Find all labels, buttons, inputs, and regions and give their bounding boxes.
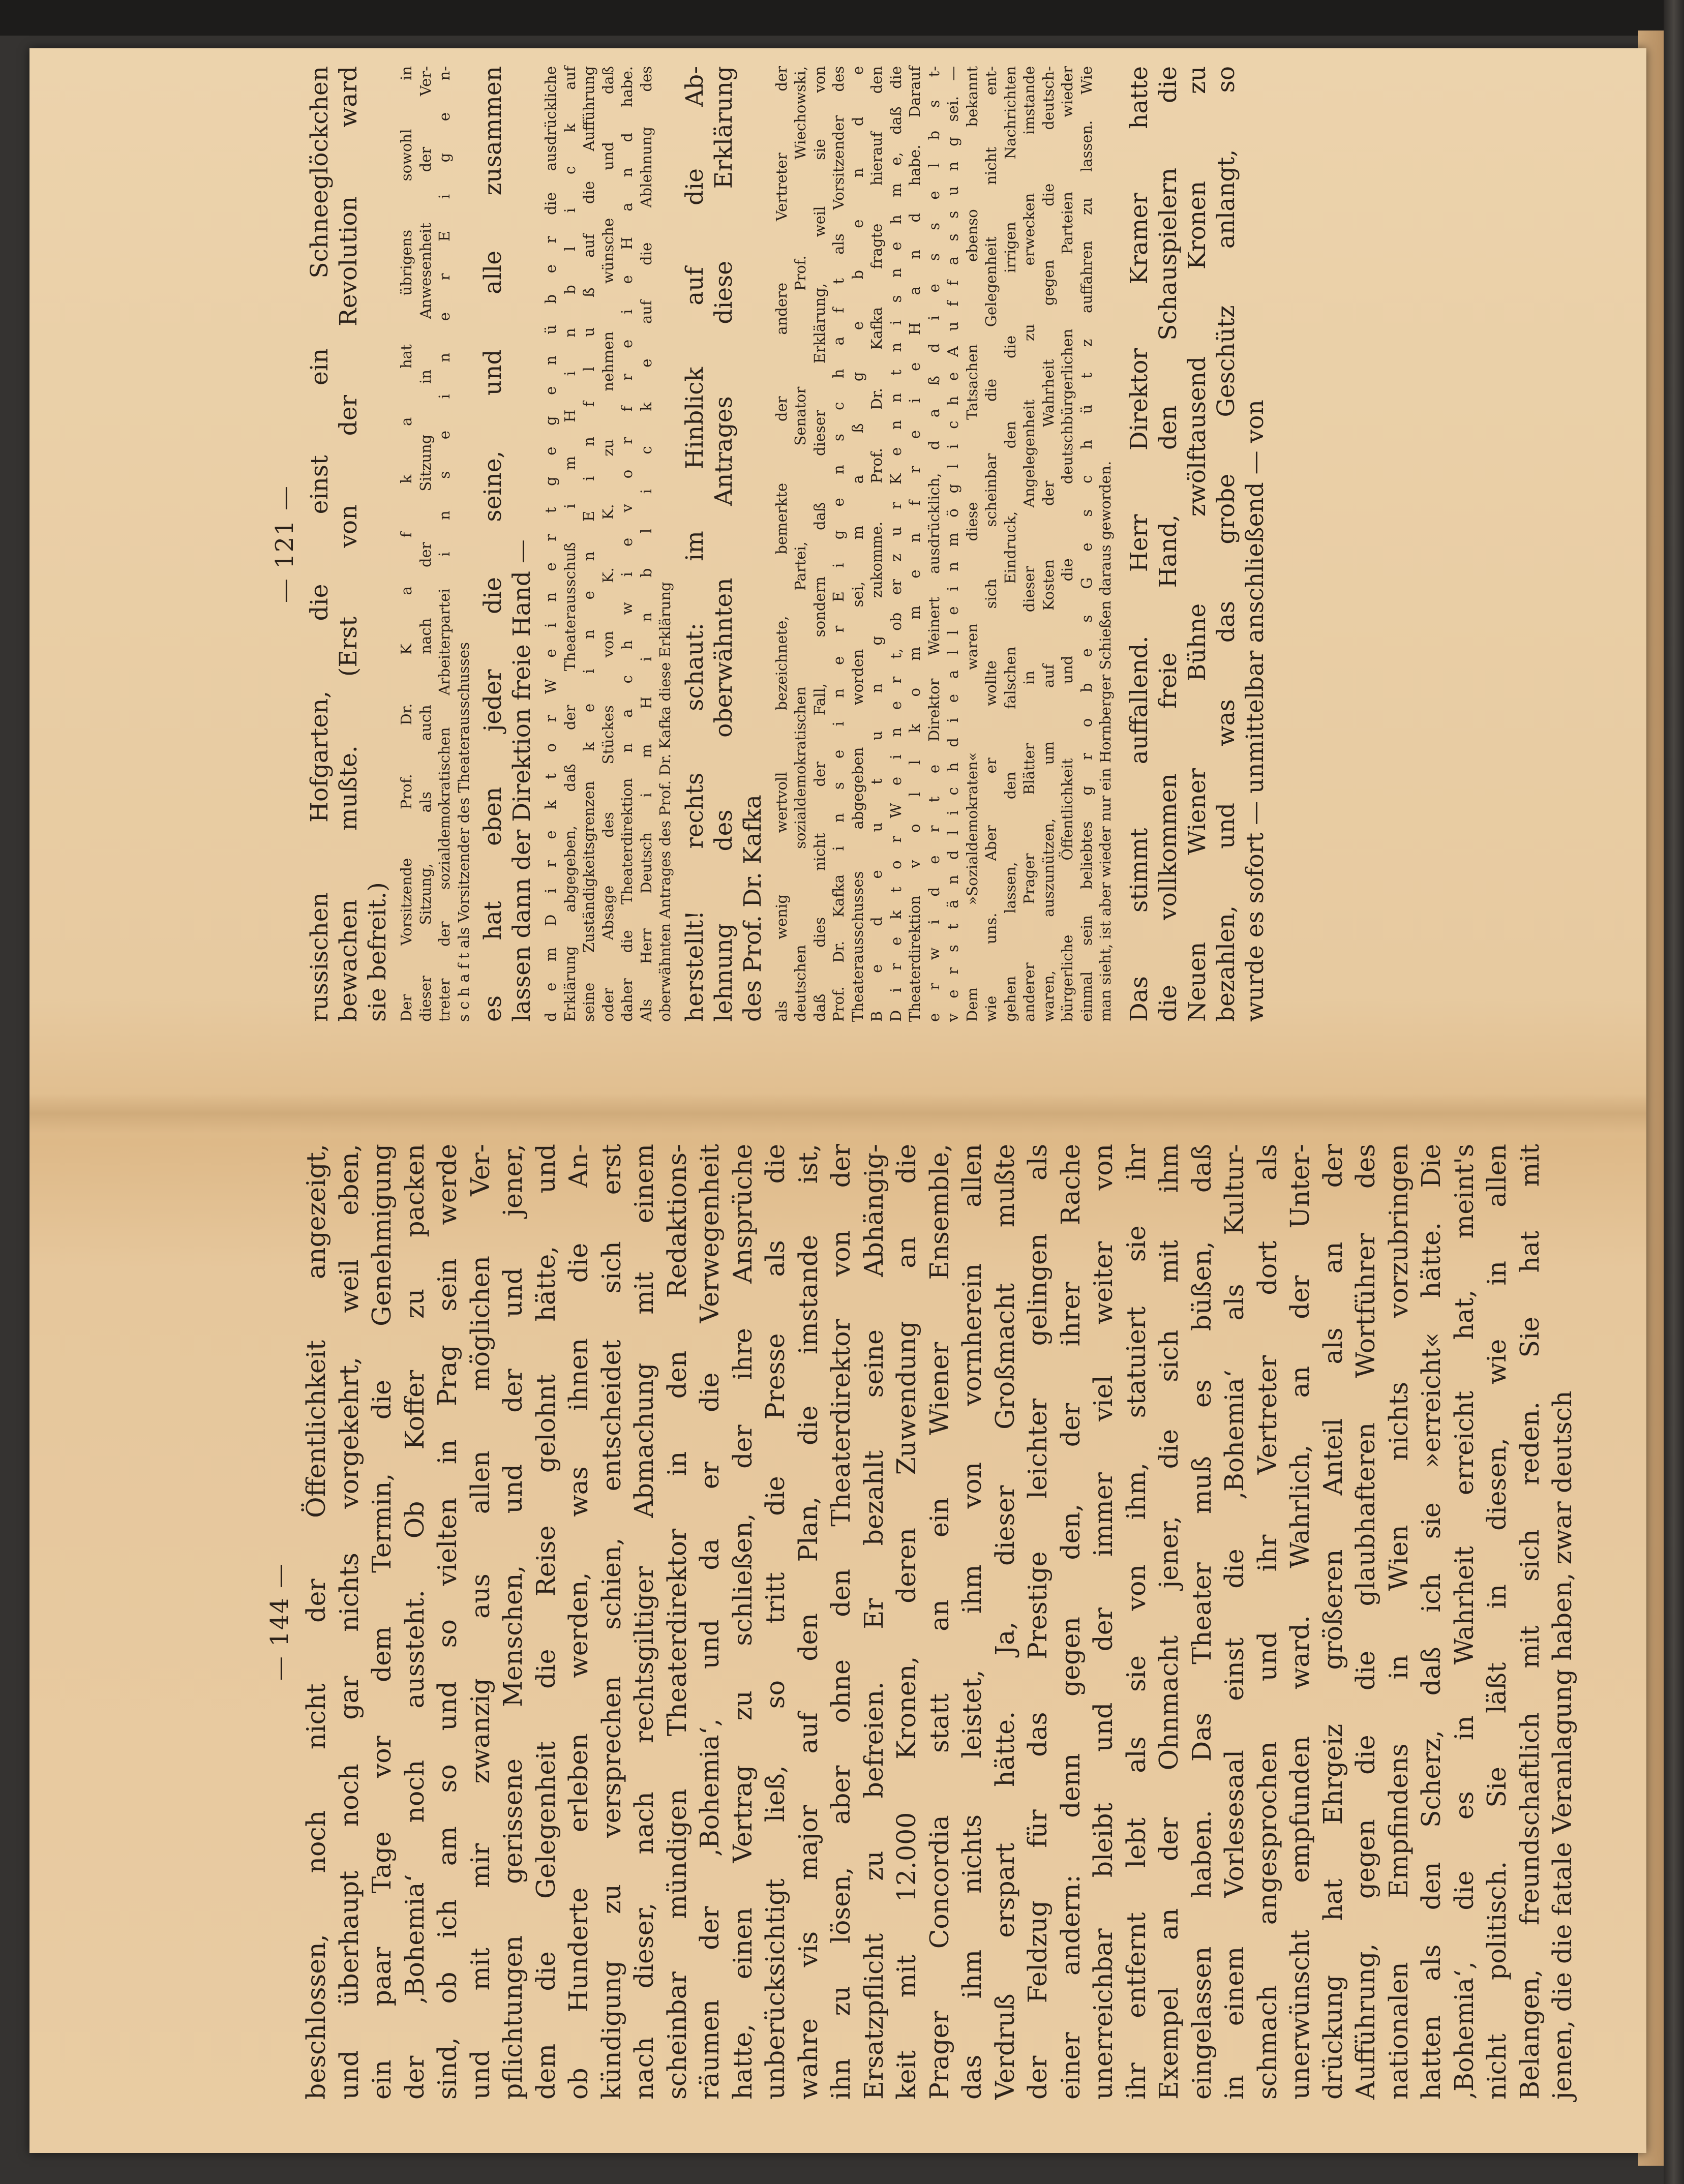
text-line: deutschen sozialdemokratischen Partei, Senator Prof. Wiechowski,	[792, 66, 809, 1022]
text-line: das ihm nichts leistet, ihm von vornherein allen	[957, 1144, 987, 2100]
text-line: dieser Sitzung, als auch nach der Sitzung in Anwesenheit der Ver-	[416, 66, 434, 1022]
text-line: Neuen Wiener Bühne zwölftausend Kronen zu	[1183, 66, 1211, 1022]
text-line: Prof. Dr. Kafka i n s e i n e r E i g e n s c h a f t als Vorsitzender des	[830, 66, 847, 1022]
text-line: russischen Hofgarten, die einst ein Schneeglöckchen	[306, 66, 334, 1022]
text-line: Das stimmt auffallend. Herr Direktor Kramer hatte	[1125, 66, 1153, 1022]
text-line: Theaterausschusses abgegeben worden sei, m a ß g e b e n d e	[849, 66, 866, 1022]
text-line: ob Hunderte erleben werden, was ihnen die An-	[563, 1144, 593, 2100]
text-line: pflichtungen gerissene Menschen, und der und jener,	[498, 1144, 528, 2100]
text-line: beschlossen, noch nicht der Öffentlichkeit angezeigt,	[301, 1144, 331, 2100]
page-fold	[29, 1093, 1646, 1134]
text-line: Belangen, freundschaftlich mit sich reden. Sie hat mit	[1514, 1144, 1545, 2100]
text-line: Verdruß erspart hätte. Ja, dieser Großmacht mußte	[989, 1144, 1020, 2100]
text-line: anderer Prager Blätter in dieser Angelegenheit zu erwecken imstande	[1020, 66, 1038, 1022]
page-number-144: — 144 —	[265, 1562, 294, 1681]
text-line: e r w i d e r t e Direktor Weinert ausdrücklich, d a ß d i e s s e l b s t-	[925, 66, 943, 1022]
text-line: man sieht, ist aber wieder nur ein Hornberger Schießen daraus geworden.	[1097, 461, 1114, 1022]
text-line: v e r s t ä n d l i c h d i e a l l e i n m ö g l i c h e A u f f a s s u n g sei. —	[944, 66, 961, 1022]
text-line: Aufführung, gegen die die glaubhafteren Wortführer des	[1350, 1144, 1380, 2100]
scanner-border	[0, 0, 1684, 36]
text-line: und mit mir zwanzig aus allen möglichen Ver-	[465, 1144, 495, 2100]
text-line: ein paar Tage vor dem Termin, die Genehmigung	[367, 1144, 397, 2100]
text-line: Als Herr Deutsch i m H i n b l i c k e auf die Ablehnung des	[637, 66, 655, 1022]
text-line: einer andern: denn gegen den, der ihrer Rache	[1055, 1144, 1086, 2100]
text-line: bezahlen, und was das grobe Geschütz anlangt, so	[1212, 66, 1240, 1022]
page-number-121: — 121 —	[270, 484, 299, 603]
text-line: Theaterdirektion v o l l k o m m e n f r e i e H a n d habe. Darauf	[906, 66, 923, 1022]
page-121-final-paragraph	[1125, 66, 1270, 1022]
text-line: Dem »Sozialdemokraten« waren diese Tatsachen ebenso bekannt	[963, 66, 981, 1022]
text-line: es hat eben jeder die seine, und alle zusammen	[479, 66, 507, 1022]
text-line: hatten als den Scherz, daß ich sie »erreicht« hätte. Die	[1416, 1144, 1446, 2100]
text-line: Erklärung abgegeben, daß der Theaterausschuß i m H i n b l i c k auf	[561, 66, 579, 1022]
text-line: dem die Gelegenheit die Reise gelohnt hätte, und	[530, 1144, 561, 2100]
text-line: B e d e u t u n g zukomme. Prof. Dr. Kafka fragte hierauf den	[868, 66, 885, 1022]
text-line: nach dieser, nach rechtsgiltiger Abmachung mit einem	[629, 1144, 659, 2100]
page-121-intro	[305, 66, 392, 1022]
text-line: Ersatzpflicht zu befreien. Er bezahlt seine Abhängig-	[858, 1144, 889, 2100]
text-line: räumen der ‚Bohemia‘, und da er die Verwegenheit	[695, 1144, 725, 2100]
text-line: seine Zuständigkeitsgrenzen k e i n e n E i n f l u ß auf die Aufführung	[580, 66, 597, 1022]
text-line: keit mit 12.000 Kronen, deren Zuwendung an die	[891, 1144, 921, 2100]
text-line: unerreichbar bleibt und der immer viel weiter von	[1088, 1144, 1118, 2100]
text-line: die vollkommen freie Hand, den Schauspielern die	[1154, 66, 1182, 1022]
text-line: s c h a f t als Vorsitzender des Theaterausschusses	[455, 642, 472, 1022]
text-line: lassen dann der Direktion freie Hand —	[508, 539, 536, 1022]
text-line: und überhaupt noch gar nichts vorgekehrt, weil eben,	[334, 1144, 364, 2100]
text-line: Prager Concordia statt an ein Wiener Ensemble,	[924, 1144, 954, 2100]
page-121-quote-2	[542, 66, 675, 1022]
page-144	[259, 1144, 1577, 2100]
text-line: wie uns. Aber er wollte sich scheinbar die Gelegenheit nicht ent-	[982, 66, 1000, 1022]
text-line: wurde es sofort — unmittelbar anschließend — von	[1241, 400, 1269, 1022]
page-121-paragraph-3	[680, 66, 767, 1022]
text-line: unberücksichtigt ließ, so tritt die Presse als die	[760, 1144, 790, 2100]
text-line: herstellt! rechts schaut: im Hinblick auf die Ab-	[680, 66, 709, 1022]
text-line: Exempel an der Ohnmacht jener, die sich mit ihm	[1154, 1144, 1184, 2100]
text-line: bürgerliche Öffentlichkeit und die deutschbürgerlichen Parteien wieder	[1059, 66, 1076, 1022]
text-line: nationalen Empfindens in Wien nichts vorzubringen	[1383, 1144, 1414, 2100]
text-line: gehen lassen, den falschen Eindruck, den die irrigen Nachrichten	[1001, 66, 1019, 1022]
text-line: schmach angesprochen und ihr Vertreter dort als	[1252, 1144, 1282, 2100]
text-line: der ‚Bohemia‘ noch aussteht. Ob Koffer zu packen	[399, 1144, 430, 2100]
text-line: als wenig wertvoll bezeichnete, bemerkte der andere Vertreter der	[772, 66, 790, 1022]
text-line: ihr entfernt lebt als sie von ihm, statuiert sie ihr	[1121, 1144, 1151, 2100]
page-121-quote-3	[772, 66, 963, 1022]
text-line: wahre vis major auf den Plan, die imstande ist,	[793, 1144, 823, 2100]
page-121-quote-4	[963, 66, 1116, 1022]
text-line: Der Vorsitzende Prof. Dr. K a f k a hat übrigens sowohl in	[398, 66, 415, 1022]
text-line: oberwähnten Antrages des Prof. Dr. Kafka diese Erklärung	[656, 582, 674, 1022]
text-line: der Feldzug für das Prestige leichter gelingen als	[1023, 1144, 1052, 2100]
text-line: daß dies nicht der Fall, sondern daß dieser Erklärung, weil sie von	[810, 66, 828, 1022]
text-line: eingelassen haben. Das Theater muß es büßen, daß	[1186, 1144, 1217, 2100]
binding-edge	[1664, 0, 1684, 2184]
text-line: jenen, die die fatale Veranlagung haben, zwar deutsch	[1547, 1390, 1577, 2100]
text-line: waren, auszunützen, um auf Kosten der Wahrheit gegen die deutsch-	[1039, 66, 1057, 1022]
page-121-quote-1	[397, 66, 473, 1022]
text-line: oder Absage des Stückes von K. K. zu nehmen wünsche und daß	[599, 66, 617, 1022]
text-line: hatte, einen Vertrag zu schließen, der ihre Ansprüche	[727, 1144, 758, 2100]
text-line: lehnung des oberwähnten Antrages diese Erklärung	[709, 66, 738, 1022]
text-line: d e m D i r e k t o r W e i n e r t g e g e n ü b e r die ausdrückliche	[542, 66, 559, 1022]
text-line: einmal sein beliebtes g r o b e s G e s c h ü t z auffahren zu lassen. Wie	[1077, 66, 1095, 1022]
text-line: ihn zu lösen, aber ohne den Theaterdirektor von der	[826, 1144, 856, 2100]
page-144-body	[300, 1144, 1579, 2100]
text-line: D i r e k t o r W e i n e r t, ob er z u r K e n n t n i s n e h m e, daß die	[887, 66, 905, 1022]
text-line: daher die Theaterdirektion n a c h w i e v o r f r e i e H a n d habe.	[618, 66, 636, 1022]
text-line: unerwünscht empfunden ward. Wahrlich, an der Unter-	[1285, 1144, 1315, 2100]
text-line: nicht politisch. Sie läßt in diesen, wie in allen	[1482, 1144, 1512, 2100]
text-line: sind, ob ich am so und so vielten in Prag sein werde	[432, 1144, 462, 2100]
page-121	[264, 66, 1312, 1022]
text-line: bewachen mußte. (Erst von der Revolution ward	[335, 66, 363, 1022]
text-line: des Prof. Dr. Kafka	[738, 795, 767, 1022]
text-line: drückung hat Ehrgeiz größeren Anteil als an der	[1317, 1144, 1348, 2100]
page-121-paragraph-2	[478, 66, 536, 1022]
text-line: ‚Bohemia‘, die es in Wahrheit erreicht hat, meint's	[1449, 1144, 1479, 2100]
text-line: kündigung zu versprechen schien, entscheidet sich erst	[596, 1144, 626, 2100]
text-line: in einem Vorlesesaal einst die ‚Bohemia‘ als Kultur-	[1219, 1144, 1249, 2100]
text-line: sie befreit.)	[364, 882, 392, 1022]
text-line: scheinbar mündigen Theaterdirektor in den Redaktions-	[661, 1144, 692, 2100]
text-line: treter der sozialdemokratischen Arbeiterpartei i n s e i n e r E i g e n-	[436, 66, 453, 1022]
